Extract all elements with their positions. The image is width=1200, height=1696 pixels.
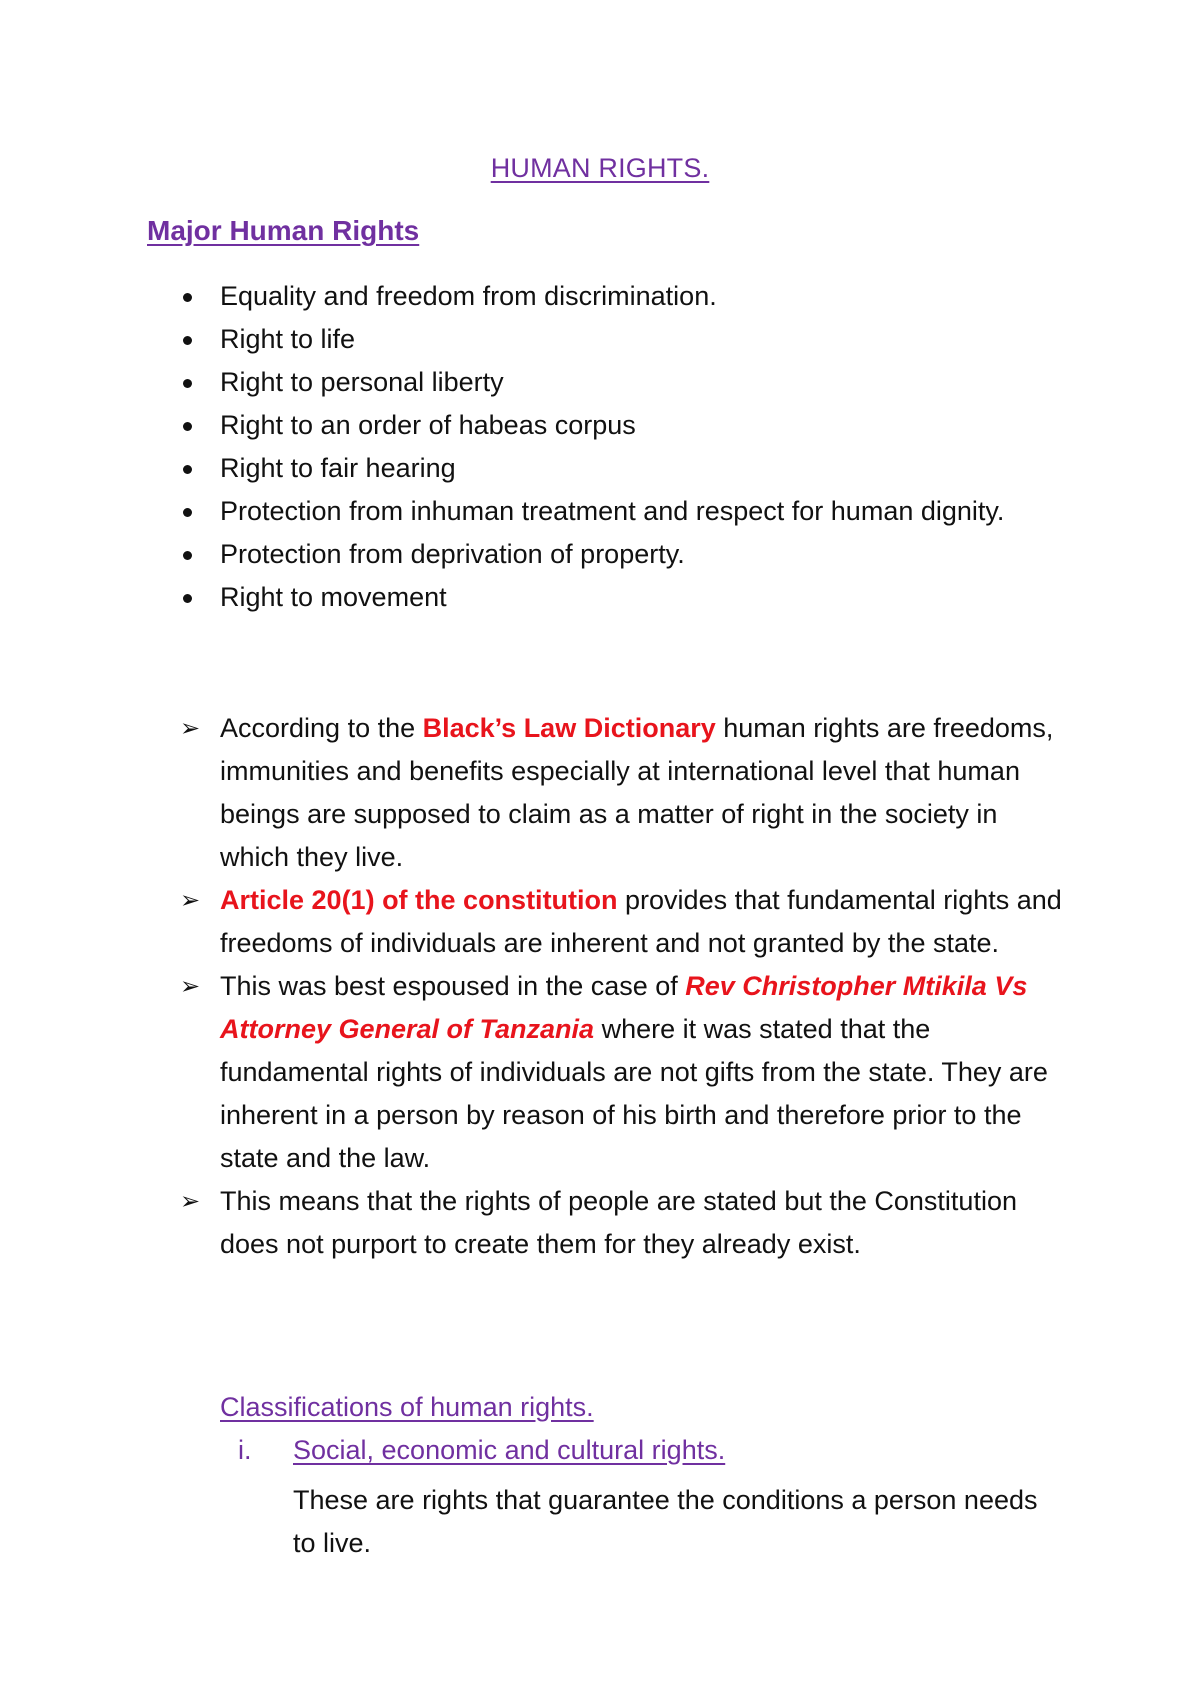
definition-item: ➢ According to the Black’s Law Dictionary human rights are freedoms, immunities and benefits especially at international level that human beings are supposed to claim as a matter of right in the society in which they live.: [0, 707, 1070, 879]
arrow-bullet-icon: ➢: [180, 973, 201, 1000]
definition-item: ➢ Article 20(1) of the constitution provides that fundamental rights and freedoms of individuals are inherent and not granted by the state.: [0, 879, 1070, 965]
list-item: Right to personal liberty: [0, 361, 1020, 404]
highlight-text: Black’s Law Dictionary: [422, 713, 716, 743]
bullet-icon: [183, 594, 192, 603]
list-item: Right to movement: [0, 576, 1020, 619]
list-item: Equality and freedom from discrimination.: [0, 275, 1020, 318]
bullet-icon: [183, 422, 192, 431]
list-item: Protection from deprivation of property.: [0, 533, 1020, 576]
classifications-heading: Classifications of human rights.: [220, 1392, 594, 1422]
classification-text: These are rights that guarantee the conditions a person needs to live.: [293, 1485, 1038, 1558]
bullet-icon: [183, 465, 192, 474]
major-rights-heading: Major Human Rights: [147, 215, 420, 246]
arrow-bullet-icon: ➢: [180, 887, 201, 914]
definition-list: [0, 707, 1070, 1266]
bullet-icon: [183, 508, 192, 517]
bullet-icon: [183, 293, 192, 302]
highlight-text: Article 20(1) of the constitution: [220, 885, 618, 915]
page-title: HUMAN RIGHTS.: [490, 153, 710, 183]
bullet-icon: [183, 379, 192, 388]
case-name-text: Rev Christopher Mtikila Vs Attorney General of Tanzania: [220, 971, 1028, 1044]
arrow-bullet-icon: ➢: [180, 715, 201, 742]
classification-number: i.: [238, 1435, 252, 1465]
list-item: Right to an order of habeas corpus: [0, 404, 1020, 447]
major-rights-list: [0, 275, 1020, 619]
classification-heading: Social, economic and cultural rights.: [293, 1435, 726, 1465]
definition-item: ➢ This was best espoused in the case of Rev Christopher Mtikila Vs Attorney General of Tanzania where it was stated that the fundamental rights of individuals are not gifts from the state. They are inherent in a person by reason of his birth and therefore prior to the state and the law.: [0, 965, 1070, 1180]
definition-item: ➢ This means that the rights of people are stated but the Constitution does not purport to create them for they already exist.: [0, 1180, 1070, 1266]
bullet-icon: [183, 551, 192, 560]
list-item: Right to life: [0, 318, 1020, 361]
arrow-bullet-icon: ➢: [180, 1188, 201, 1215]
list-item: Protection from inhuman treatment and respect for human dignity.: [0, 490, 1020, 533]
bullet-icon: [183, 336, 192, 345]
list-item: Right to fair hearing: [0, 447, 1020, 490]
